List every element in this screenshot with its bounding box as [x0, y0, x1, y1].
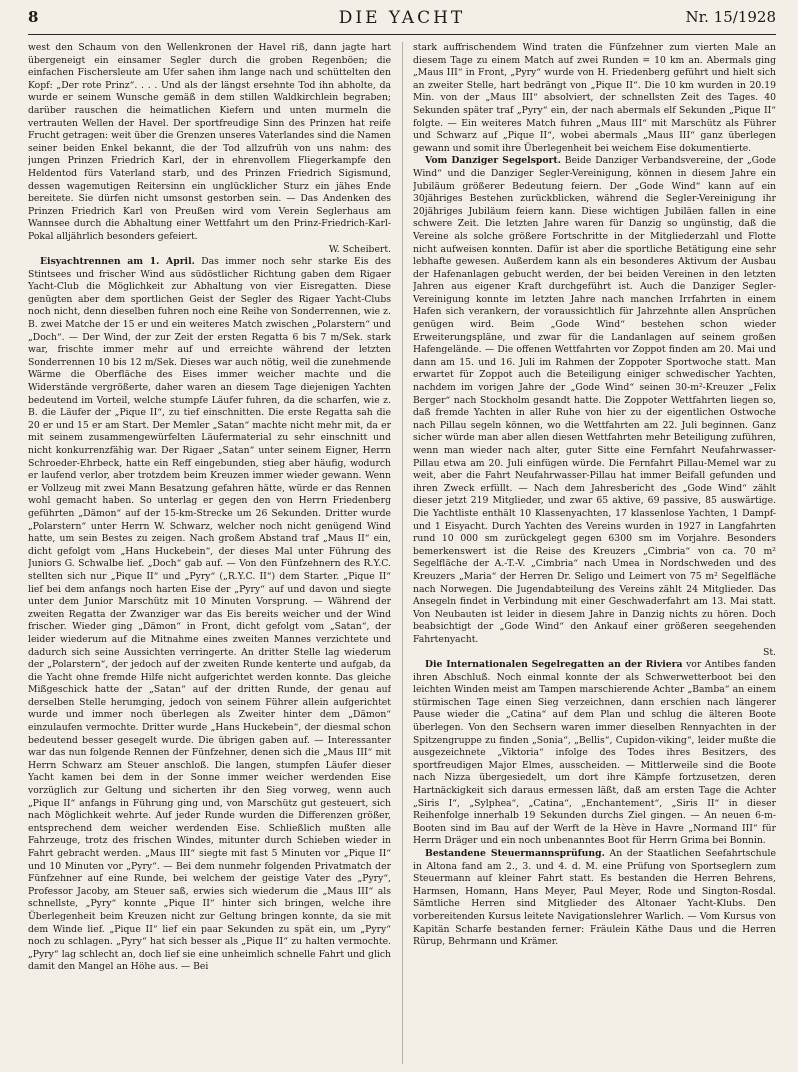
article-heading: Die Internationalen Segelregatten an der Riviera — [425, 659, 683, 671]
article-paragraph — [413, 155, 776, 646]
article-paragraph: west den Schaum von den Wellenkronen der Havel riß, dann jagte hart übergeneigt ein einsamer Segler durch die groben Regenböen; die einfachen Fischersleute am Ufer sahen ihm lange nach und schüttelten den Kopf: „Der rote Prinz“. . . . Und als der längst ersehnte Tod ihn abholte, da wurde er seinem Wunsche gemäß in dem stillen Waldkirchlein begraben; darüber rauschen die heimatlichen Kiefern und unten murmeln die vertrauten Wellen der Havel. Der sportfreudige Sinn des Prinzen hat reife Frucht getragen: weit über die Grenzen unseres Vaterlandes sind die Namen seiner beiden Enkel bekannt, die der Tod allzufrüh von uns nahm: des jungen Prinzen Friedrich Karl, der in ehrenvollem Fliegerkampfe den Heldentod fürs Vaterland starb, und des Prinzen Friedrich Sigismund, dessen wagemutigen Reitersinn ein unglücklicher Sturz ein jähes Ende bereitete. Sie dürfen nicht umsonst gestorben sein. — Das Andenken des Prinzen Friedrich Karl von Preußen wird vom Verein Seglerhaus am Wannsee durch die Abhaltung einer Wettfahrt um den Prinz-Friedrich-Karl-Pokal alljährlich besonders gefeiert. — [28, 42, 391, 242]
article-paragraph — [28, 256, 391, 974]
magazine-title: DIE YACHT — [338, 8, 466, 28]
author-signature: W. Scheibert. — [328, 243, 391, 255]
article-heading: Eisyachtrennen am 1. April. — [40, 256, 195, 268]
article-paragraph — [413, 848, 776, 949]
article-paragraph — [413, 659, 776, 848]
column-divider — [402, 42, 403, 1064]
right-column — [413, 42, 776, 1066]
left-column — [28, 42, 391, 1066]
page-number: 8 — [28, 8, 39, 26]
article-text: vor Antibes fanden ihren Abschluß. Noch einmal konnte der als Schwerwetterboot bei den leichten Winden meist am Tampen marschierende Achter „Bamba“ an einem stürmischen Tage einen Sieg verzeichnen, dann erschien nach längerer Pause wieder die „Catina“ auf dem Plan und schlug die älteren Boote überlegen. Von den Sechsern waren immer dieselben Rennyachten in der Spitzengruppe zu finden „Sonia“, „Bellis“, Cupidon-viking“, leider mußte die ausgezeichnete „Viktoria“ infolge des Todes ihres Besitzers, des sportfreudigen Major Elmes, ausscheiden. — Mittlerweile sind die Boote nach Nizza übergesiedelt, um dort ihre Kämpfe fortzusetzen, deren Hartnäckigkeit sich daraus ermessen läßt, daß am ersten Tage die Achter „Siris I“, „Sylphea“, „Catina“, „Enchantement“, „Siris II“ in dieser Reihenfolge innerhalb 19 Sekunden durchs Ziel gingen. — An neuen 6-m-Booten sind im Bau auf der Werft de la Hève in Havre „Normand III“ für Herrn Dräger und ein noch unbenanntes Boot für Herrn Grima bei Bonnin. — [413, 659, 776, 847]
article-paragraph: stark auffrischendem Wind traten die Fünfzehner zum vierten Male an diesem Tage zu einem Match auf zwei Runden = 10 km an. Abermals ging „Maus III“ in Front, „Pyry“ wurde von H. Friedenberg geführt und hielt sich an zweiter Stelle, hart bedrängt von „Pique II“. Die 10 km wurden in 20.19 Min. von der „Maus III“ absolviert, der schnellsten Zeit des Tages. 40 Sekunden später traf „Pyry“ ein, der nach abermals elf Sekunden „Pique II“ folgte. — Ein weiteres Match fuhren „Maus III“ mit Marschütz als Führer und Schwarz auf „Pique II“, wobei abermals „Maus III“ ganz überlegen gewann und somit ihre Überlegenheit bei weichem Eise dokumentierte. — [413, 42, 776, 154]
issue-number: Nr. 15/1928 — [685, 8, 776, 26]
article-text: Das immer noch sehr starke Eis des Stintsees und frischer Wind aus südöstlicher Richtung gaben dem Rigaer Yacht-Club die Möglichkeit zur Abhaltung von vier Eisregatten. Diese genügten aber dem sportlichen Geist der Segler des Rigaer Yacht-Clubs noch nicht, denn dieselben fuhren noch eine Reihe von Sonderrennen, wie z. B. zwei Matche der 15 er und ein weiteres Match zwischen „Polarstern“ und „Doch“. — Der Wind, der zur Zeit der ersten Regatta 6 bis 7 m/Sek. stark war, frischte immer mehr auf und erreichte während der letzten Sonderrennen 10 bis 12 m/Sek. Dieses war auch nötig, weil die zunehmende Wärme die Oberfläche des Eises immer weicher machte und die Widerstände vergrößerte, daher waren an diesem Tage diejenigen Yachten bedeutend im Vorteil, welche stumpfe Läufer fuhren, da die scharfen, wie z. B. die Läufer der „Pique II“, zu tief einschnitten. Die erste Regatta sah die 20 er und 15 er am Start. Der Memler „Satan“ machte nicht mehr mit, da er mit seinem zusammengewürfelten Läufermaterial zu sehr einschnitt und nicht konkurrenzfähig war. Der Rigaer „Satan“ unter seinem Eigner, Herrn Schroeder-Ehrbeck, hatte ein Reff eingebunden, stieg aber häufig, wodurch er laufend verlor, aber trotzdem beim Kreuzen immer wieder gewann. Wenn er Vollzeug mit zwei Mann Besatzung gefahren hätte, würde er das Rennen wohl gemacht haben. So unterlag er gegen den von Herrn Friedenberg geführten „Dämon“ auf der 15-km-Strecke um 26 Sekunden. Dritter wurde „Polarstern“ unter Herrn W. Schwarz, welcher noch nicht genügend Wind hatte, um sein Bestes zu zeigen. Nach großem Abstand traf „Maus II“ ein, dicht gefolgt vom „Hans Huckebein“, der dieses Mal unter Führung des Juniors G. Schwalbe lief. „Doch“ gab auf. — Von den Fünfzehnern des R.Y.C. stellten sich nur „Pique II“ und „Pyry“ („R.Y.C. II“) dem Starter. „Pique II“ lief bei dem anfangs noch harten Eise der „Pyry“ auf und davon und siegte unter dem Junior Marschütz mit 10 Minuten Vorsprung. — Während der zweiten Regatta der Zwanziger war das Eis bereits weicher und der Wind frischer. Wieder ging „Dämon“ in Front, dicht gefolgt vom „Satan“, der leider wiederum auf die Mitnahme eines zweiten Mannes verzichtete und dadurch sich seine Aussichten verringerte. An dritter Stelle lag wiederum der „Polarstern“, der jedoch auf der zweiten Runde kenterte und aufgab, da die Yacht ohne fremde Hilfe nicht aufgerichtet werden konnte. Das gleiche Mißgeschick hatte der „Satan“ auf der dritten Runde, der genau auf derselben Stelle herumging, jedoch von seinem Führer allein aufgerichtet wurde und immer noch überlegen als Zweiter hinter dem „Dämon“ einzulaufen vermochte. Dritter wurde „Hans Huckebein“, der diesmal schon bedeutend besser gesegelt wurde. Die übrigen gaben auf. — Interessanter war das nun folgende Rennen der Fünfzehner, denen sich die „Maus III“ mit Herrn Schwarz am Steuer anschloß. Die langen, stumpfen Läufer dieser Yacht kamen bei dem in der Sonne immer weicher werdenden Eise vorzüglich zur Geltung und sicherten ihr den Sieg vorweg, wenn auch „Pique II“ anfangs in Führung ging und, von Marschütz gut gesteuert, sich nach Möglichkeit wehrte. Auf jeder Runde wurden die Differenzen größer, entsprechend dem weicher werdenden Eise. Schließlich mußten alle Fahrzeuge, trotz des frischen Windes, mitunter durch Schieben wieder in Fahrt gebracht werden. „Maus III“ siegte mit fast 5 Minuten vor „Pique II“ und 10 Minuten vor „Pyry“. — Bei dem nunmehr folgenden Privatmatch der Fünfzehner auf eine Runde, bei welchem der geistige Vater des „Pyry“, Professor Jacoby, am Steuer saß, erwies sich wiederum die „Maus III“ als schnellste, „Pyry“ konnte „Pique II“ hinter sich bringen, welche ihre Überlegenheit beim Kreuzen nicht zur Geltung bringen konnte, da sie mit dem Winde lief. „Pique II“ lief ein paar Sekunden zu spät ein, um „Pyry“ noch zu schlagen. „Pyry“ hat sich besser als „Pique II“ zu halten vermochte. „Pyry“ lag schlecht an, doch lief sie eine unheimlich schnelle Fahrt und glich damit den Mangel an Höhe aus. — Bei — [28, 256, 391, 973]
page-header — [28, 8, 776, 32]
author-signature: St. — [763, 646, 776, 658]
article-text: An der Staatlichen Seefahrtschule in Altona fand am 2., 3. und 4. d. M. eine Prüfung von Sportseglern zum Steuermann auf kleiner Fahrt statt. Es bestanden die Herren Behrens, Harmsen, Homann, Hans Meyer, Paul Meyer, Rode und Sington-Rosdal. Sämtliche Herren sind Mitglieder des Altonaer Yacht-Klubs. Den vorbereitenden Kursus leitete Navigationslehrer Warlich. — Vom Kursus von Kapitän Scharfe bestanden ferner: Fräulein Käthe Daus und die Herren Rürup, Behrmann und Krämer. — [413, 848, 776, 948]
header-rule — [28, 34, 776, 35]
article-heading: Vom Danziger Segelsport. — [425, 155, 561, 167]
article-heading: Bestandene Steuermannsprüfung. — [425, 848, 605, 859]
article-text: Beide Danziger Verbandsvereine, der „Gode Wind“ und die Danziger Segler-Vereinigung, können in diesem Jahre ein Jubiläum größerer Bedeutung feiern. Der „Gode Wind“ kann auf ein 30jähriges Bestehen zurückblicken, während die Segler-Vereinigung ihr 20jähriges Jubiläum feiern kann. Diese wichtigen Jubiläen fallen in eine schwere Zeit. Die letzten Jahre waren für Danzig so ungünstig, daß die Vereine als solche größere Fortschritte in der Mitgliederzahl und Flotte nicht aufweisen konnten. Dafür ist aber die sportliche Betätigung eine sehr lebhafte gewesen. Außerdem kann als ein besonderes Aktivum der Ausbau der Hafenanlagen gebucht werden, der bei beiden Vereinen in den letzten Jahren aus eigener Kraft durchgeführt ist. Auch die Danziger Segler-Vereinigung konnte im letzten Jahre nach manchen Irrfahrten in einem Hafen sich verankern, der voraussichtlich für Jahrzehnte allen Ansprüchen genügen wird. Beim „Gode Wind“ bestehen schon wieder Erweiterungspläne, und zwar für die Landanlagen auf seinem großen Hafengelände. — Die offenen Wettfahrten vor Zoppot finden am 20. Mai und dann am 15. und 16. Juli im Rahmen der Zoppoter Sportwoche statt. Man erwartet für Zoppot auch die Beteiligung einiger schwedischer Yachten, nachdem im vorigen Jahre der „Gode Wind“ seinen 30-m²-Kreuzer „Felix Berger“ nach Stockholm gesandt hatte. Die Zoppoter Wettfahrten liegen so, daß fremde Yachten in aller Ruhe von hier zu der eigentlichen Ostwoche nach Pillau segeln können, wo die Wettfahrten am 22. Juli beginnen. Ganz sicher würde man aber allen diesen Wettfahrten mehr Beteiligung zuführen, wenn man wieder nach alter, guter Sitte eine Fernfahrt Neufahrwasser-Pillau etwa am 20. Juli einfügen würde. Die Fernfahrt Pillau-Memel war zu weit, aber die Fahrt Neufahrwasser-Pillau hat immer Beifall gefunden und ihren Zweck erfüllt. — Nach dem Jahresbericht des „Gode Wind“ zählt dieser jetzt 219 Mitglieder, und zwar 65 aktive, 69 passive, 85 auswärtige. Die Yachtliste enthält 10 Klassenyachten, 17 klassenlose Yachten, 1 Dampf- und 1 Eisyacht. Durch Yachten des Vereins wurden in 1927 in Langfahrten rund 10 000 sm zurückgelegt gegen 6300 sm im Vorjahre. Besonders bemerkenswert ist die Reise des Kreuzers „Cimbria“ von ca. 70 m² Segelfläche der A.-T.-V. „Cimbria“ nach Umea in Nordschweden und des Kreuzers „Maria“ der Herren Dr. Seligo und Leimert von 75 m² Segelfläche nach Norwegen. Die Jugendabteilung des Vereins zählt 24 Mitglieder. Das Ansegeln findet in Verbindung mit einer Geschwaderfahrt am 13. Mai statt. Von Neubauten ist leider in diesem Jahre in Danzig nichts zu hören. Doch beabsichtigt der „Gode Wind“ den Ankauf einer größeren seegehenden Fahrtenyacht. — [413, 155, 776, 645]
